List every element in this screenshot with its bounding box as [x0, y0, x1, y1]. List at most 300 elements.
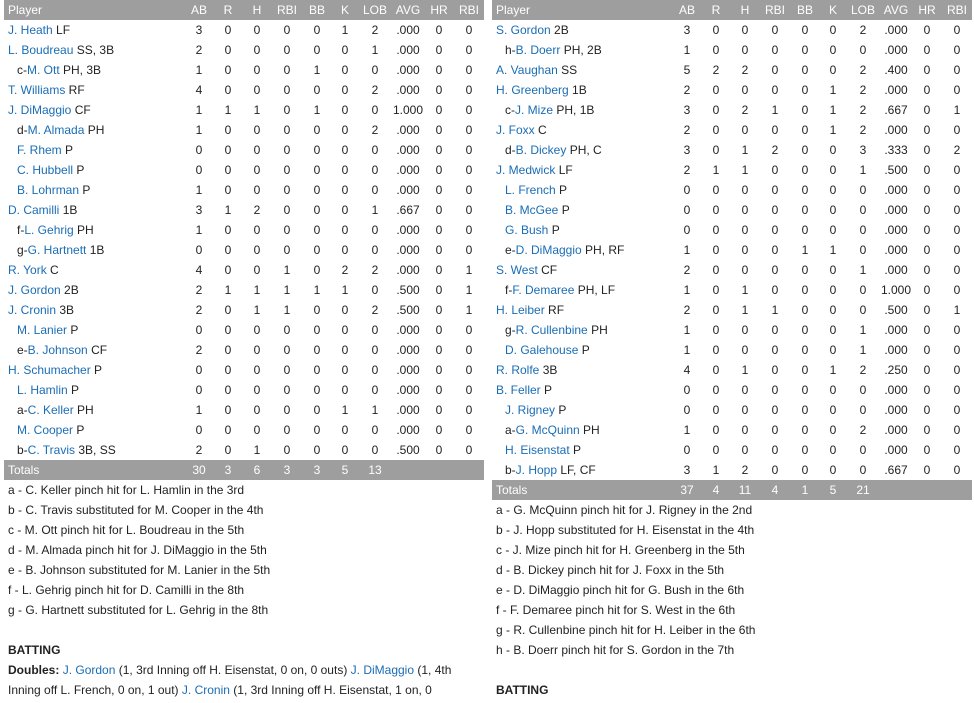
stat-cell: 0 [313, 403, 321, 417]
stat-cell: 0 [283, 63, 291, 77]
player-link[interactable]: G. Bush [505, 223, 549, 237]
player-position: P [71, 383, 80, 397]
stat-cell: 0 [371, 143, 379, 157]
stat-cell: 0 [465, 203, 473, 217]
stat-cell: 0 [712, 183, 720, 197]
totals-label: Totals [492, 480, 672, 500]
stat-cell: 0 [341, 343, 349, 357]
stat-cell: 0 [712, 343, 720, 357]
player-position: PH [583, 423, 600, 437]
stat-cell: 1 [465, 303, 473, 317]
stat-cell: 0 [371, 63, 379, 77]
table-header [492, 0, 972, 20]
table-row [4, 140, 484, 160]
player-link[interactable]: R. York [8, 263, 47, 277]
substitution-note: a - G. McQuinn pinch hit for J. Rigney in the 2nd [496, 503, 753, 517]
stat-cell: 0 [741, 423, 749, 437]
stat-cell: 0 [741, 203, 749, 217]
player-link[interactable]: B. Dickey [515, 143, 567, 157]
table-row [492, 420, 972, 440]
stat-cell: 3 [195, 23, 203, 37]
table-row [4, 60, 484, 80]
substitution-note: f - L. Gehrig pinch hit for D. Camilli in the 8th [8, 583, 245, 597]
player-cell [4, 260, 184, 280]
player-position: P [558, 403, 567, 417]
player-cell [492, 260, 672, 280]
player-link[interactable]: B. Feller [496, 383, 541, 397]
stat-cell: 0 [465, 423, 473, 437]
stat-cell: 0 [253, 123, 261, 137]
player-link[interactable]: J. Cronin [181, 683, 230, 697]
stat-cell: 0 [435, 203, 443, 217]
player-position: LF [56, 23, 71, 37]
stat-cell: 0 [771, 423, 779, 437]
player-position: P [559, 183, 568, 197]
player-cell [4, 140, 184, 160]
player-link[interactable]: D. DiMaggio [515, 243, 582, 257]
stat-cell: 0 [953, 343, 961, 357]
stat-cell: 0 [313, 363, 321, 377]
total-cell: 4 [760, 480, 790, 500]
player-link[interactable]: J. Medwick [496, 163, 556, 177]
stat-cell: 3 [683, 23, 691, 37]
player-link[interactable]: H. Eisenstat [505, 443, 570, 457]
total-cell [392, 460, 424, 480]
player-link[interactable]: B. Johnson [27, 343, 88, 357]
player-link[interactable]: L. Boudreau [8, 43, 74, 57]
stat-cell: 0 [829, 143, 837, 157]
table-row [4, 80, 484, 100]
stat-cell: .000 [884, 323, 908, 337]
player-cell [492, 420, 672, 440]
stat-cell: 0 [224, 443, 232, 457]
table-row [4, 440, 484, 460]
stat-cell: 0 [224, 23, 232, 37]
stat-cell: .000 [396, 83, 420, 97]
player-link[interactable]: J. Foxx [496, 123, 535, 137]
player-cell [4, 340, 184, 360]
player-link[interactable]: D. Galehouse [505, 343, 579, 357]
table-row [492, 380, 972, 400]
stat-cell: 1 [771, 303, 779, 317]
stat-cell: 0 [341, 203, 349, 217]
player-position: SS [561, 63, 578, 77]
player-position: 3B [542, 363, 558, 377]
stat-cell: 1 [283, 263, 291, 277]
stat-cell: .500 [396, 443, 420, 457]
player-position: PH, 3B [63, 63, 102, 77]
stat-cell: 1 [953, 303, 961, 317]
stat-cell: 0 [435, 363, 443, 377]
player-link[interactable]: J. Hopp [515, 463, 558, 477]
player-cell [492, 380, 672, 400]
right-batting-heading: BATTING [496, 683, 549, 697]
stat-cell: 0 [341, 183, 349, 197]
stat-cell: 0 [829, 443, 837, 457]
substitution-note: c - J. Mize pinch hit for H. Greenberg in the 5th [496, 543, 745, 557]
stat-cell: 0 [435, 143, 443, 157]
stat-cell: 0 [465, 83, 473, 97]
stat-cell: .000 [884, 423, 908, 437]
stat-cell: 0 [859, 443, 867, 457]
stat-cell: 0 [371, 183, 379, 197]
stat-cell: 0 [224, 303, 232, 317]
player-cell [492, 140, 672, 160]
player-position: SS, 3B [76, 43, 115, 57]
stat-cell: 0 [741, 343, 749, 357]
stat-cell: 0 [683, 183, 691, 197]
stat-cell: 0 [283, 183, 291, 197]
stat-cell: 1 [195, 403, 203, 417]
stat-cell: 1 [224, 203, 232, 217]
player-link[interactable]: M. Almada [27, 123, 85, 137]
stat-cell: 0 [771, 163, 779, 177]
stat-cell: 0 [313, 423, 321, 437]
totals-row [4, 460, 484, 480]
player-link[interactable]: H. Leiber [496, 303, 545, 317]
stat-cell: 0 [435, 183, 443, 197]
total-cell: 37 [672, 480, 702, 500]
player-link[interactable]: R. Rolfe [496, 363, 540, 377]
player-position: RF [68, 83, 85, 97]
stat-cell: 0 [801, 163, 809, 177]
doubles-label: Doubles: [8, 663, 60, 677]
stat-cell: 0 [923, 263, 931, 277]
player-link[interactable]: B. McGee [505, 203, 559, 217]
player-link[interactable]: L. Gehrig [24, 223, 74, 237]
table-row [4, 340, 484, 360]
player-position: LF, CF [560, 463, 596, 477]
stat-cell: 0 [313, 243, 321, 257]
stat-cell: 0 [435, 243, 443, 257]
player-cell [492, 200, 672, 220]
player-position: RF [548, 303, 565, 317]
stat-cell: 0 [341, 123, 349, 137]
stat-cell: 0 [283, 403, 291, 417]
stat-cell: 3 [683, 463, 691, 477]
stat-cell: 0 [953, 423, 961, 437]
stat-cell: .000 [396, 143, 420, 157]
player-link[interactable]: J. Heath [8, 23, 53, 37]
player-cell [492, 120, 672, 140]
stat-cell: 0 [195, 323, 203, 337]
table-row [492, 40, 972, 60]
player-link[interactable]: L. Hamlin [17, 383, 68, 397]
stat-cell: 0 [829, 383, 837, 397]
total-cell [454, 460, 484, 480]
stat-cell: 1 [683, 423, 691, 437]
stat-cell: 0 [771, 383, 779, 397]
column-header-rbi: RBI [760, 0, 790, 20]
player-link[interactable]: M. Ott [27, 63, 60, 77]
stat-cell: 0 [283, 423, 291, 437]
stat-cell: 1 [253, 283, 261, 297]
stat-cell: 0 [801, 203, 809, 217]
player-link[interactable]: M. Lanier [17, 323, 68, 337]
stat-cell: 0 [923, 43, 931, 57]
stat-cell: 0 [829, 203, 837, 217]
table-row [4, 360, 484, 380]
stat-cell: 3 [683, 143, 691, 157]
player-position: 2B [554, 23, 569, 37]
stat-cell: 0 [435, 343, 443, 357]
player-cell [4, 220, 184, 240]
stat-cell: 0 [253, 403, 261, 417]
table-row [4, 160, 484, 180]
stat-cell: 0 [313, 383, 321, 397]
column-header-bb: BB [302, 0, 332, 20]
total-cell: 5 [332, 460, 358, 480]
player-link[interactable]: S. Gordon [496, 23, 551, 37]
stat-cell: 0 [283, 83, 291, 97]
stat-cell: 0 [371, 283, 379, 297]
player-position: 1B [62, 203, 78, 217]
stat-cell: 0 [923, 383, 931, 397]
total-cell [942, 480, 972, 500]
stat-cell: 0 [771, 463, 779, 477]
stat-cell: 0 [341, 303, 349, 317]
stat-cell: 0 [712, 383, 720, 397]
player-link[interactable]: C. Travis [27, 443, 76, 457]
stat-cell: 0 [253, 63, 261, 77]
player-position: CF [74, 103, 91, 117]
player-link[interactable]: J. Cronin [8, 303, 57, 317]
sub-prefix: g- [505, 323, 516, 337]
player-link[interactable]: B. Lohrman [17, 183, 80, 197]
stat-cell: 0 [313, 23, 321, 37]
table-row [492, 180, 972, 200]
stat-cell: 0 [283, 243, 291, 257]
player-position: 2B [64, 283, 79, 297]
stat-cell: 0 [283, 43, 291, 57]
stat-cell: 0 [683, 203, 691, 217]
player-link[interactable]: R. Cullenbine [515, 323, 588, 337]
right-team-column [492, 0, 972, 700]
stat-cell: 0 [801, 443, 809, 457]
stat-cell: 0 [465, 23, 473, 37]
total-cell: 5 [820, 480, 846, 500]
player-link[interactable]: C. Hubbell [17, 163, 74, 177]
player-link[interactable]: J. Mize [515, 103, 554, 117]
stat-cell: 0 [712, 283, 720, 297]
table-row [4, 40, 484, 60]
stat-cell: 0 [741, 383, 749, 397]
player-link[interactable]: J. Gordon [62, 663, 116, 677]
substitution-note: b - C. Travis substituted for M. Cooper in the 4th [8, 503, 264, 517]
stat-cell: 0 [741, 263, 749, 277]
stat-cell: 1 [313, 103, 321, 117]
stat-cell: 0 [371, 363, 379, 377]
player-link[interactable]: F. Rhem [17, 143, 62, 157]
stat-cell: 0 [341, 103, 349, 117]
stat-cell: 1 [741, 363, 749, 377]
stat-cell: 0 [224, 343, 232, 357]
table-row [4, 420, 484, 440]
stat-cell: 0 [953, 83, 961, 97]
stat-cell: 0 [712, 243, 720, 257]
stat-cell: 0 [435, 83, 443, 97]
stat-cell: 0 [683, 383, 691, 397]
player-position: P [573, 443, 582, 457]
player-link[interactable]: F. Demaree [512, 283, 575, 297]
player-link[interactable]: T. Williams [8, 83, 66, 97]
player-link[interactable]: J. DiMaggio [8, 103, 72, 117]
stat-cell: 0 [771, 283, 779, 297]
stat-cell: .000 [884, 183, 908, 197]
player-position: 3B, SS [78, 443, 116, 457]
player-position: PH, C [569, 143, 602, 157]
player-cell [4, 320, 184, 340]
stat-cell: 0 [953, 203, 961, 217]
stat-cell: 1 [712, 163, 720, 177]
stat-cell: 1 [224, 283, 232, 297]
stat-cell: 0 [224, 363, 232, 377]
stat-cell: 0 [712, 83, 720, 97]
player-cell [4, 120, 184, 140]
player-cell [492, 100, 672, 120]
table-row [492, 340, 972, 360]
sub-prefix: f- [505, 283, 513, 297]
stat-cell: 0 [313, 263, 321, 277]
column-header-lob: LOB [358, 0, 392, 20]
stat-cell: 0 [741, 183, 749, 197]
table-row [4, 100, 484, 120]
player-cell [492, 360, 672, 380]
player-cell [4, 180, 184, 200]
stat-cell: .000 [884, 403, 908, 417]
sub-prefix: h- [505, 43, 516, 57]
player-position: P [70, 323, 79, 337]
stat-cell: 2 [859, 363, 867, 377]
stat-cell: 1 [712, 463, 720, 477]
player-cell [492, 60, 672, 80]
stat-cell: 0 [465, 223, 473, 237]
table-row [492, 20, 972, 40]
stat-cell: 1 [741, 163, 749, 177]
stat-cell: .000 [396, 383, 420, 397]
player-link[interactable]: C. Keller [27, 403, 74, 417]
stat-cell: 0 [771, 183, 779, 197]
stat-cell: 0 [801, 303, 809, 317]
stat-cell: 0 [801, 343, 809, 357]
table-row [492, 440, 972, 460]
stat-cell: 0 [224, 143, 232, 157]
stat-cell: .500 [396, 283, 420, 297]
stat-cell: 0 [741, 323, 749, 337]
stat-cell: 1 [341, 23, 349, 37]
stat-cell: 0 [253, 343, 261, 357]
player-link[interactable]: G. McQuinn [515, 423, 580, 437]
player-link[interactable]: D. Camilli [8, 203, 60, 217]
stat-cell: .000 [396, 423, 420, 437]
column-header-rbi: RBI [454, 0, 484, 20]
stat-cell: 0 [712, 303, 720, 317]
stat-cell: 0 [801, 103, 809, 117]
player-position: P [82, 183, 91, 197]
column-header-r: R [214, 0, 242, 20]
player-link[interactable]: H. Greenberg [496, 83, 569, 97]
stat-cell: 0 [341, 323, 349, 337]
stat-cell: 3 [195, 203, 203, 217]
stat-cell: 0 [859, 303, 867, 317]
stat-cell: 1 [683, 343, 691, 357]
doubles-detail: (1, 4th Inning off L. French, 0 on, 1 out) [8, 663, 452, 697]
table-row [492, 120, 972, 140]
player-position: PH [591, 323, 608, 337]
player-cell [4, 440, 184, 460]
stat-cell: 0 [771, 23, 779, 37]
player-link[interactable]: M. Cooper [17, 423, 74, 437]
totals-row [492, 480, 972, 500]
stat-cell: 0 [741, 443, 749, 457]
stat-cell: 0 [224, 263, 232, 277]
stat-cell: 0 [341, 363, 349, 377]
stat-cell: 0 [253, 223, 261, 237]
stat-cell: 0 [224, 323, 232, 337]
column-header-player: Player [492, 0, 672, 20]
stat-cell: 2 [859, 23, 867, 37]
stat-cell: 2 [683, 83, 691, 97]
stat-cell: 0 [195, 243, 203, 257]
stat-cell: 2 [683, 163, 691, 177]
player-link[interactable]: L. French [505, 183, 556, 197]
stat-cell: 4 [195, 263, 203, 277]
stat-cell: 0 [465, 43, 473, 57]
player-link[interactable]: A. Vaughan [496, 63, 558, 77]
column-header-h: H [242, 0, 272, 20]
stat-cell: 0 [953, 263, 961, 277]
column-header-ab: AB [184, 0, 214, 20]
stat-cell: 1 [371, 203, 379, 217]
stat-cell: 0 [712, 203, 720, 217]
player-link[interactable]: H. Schumacher [8, 363, 91, 377]
stat-cell: 0 [859, 383, 867, 397]
stat-cell: 2 [771, 143, 779, 157]
stat-cell: 1 [859, 343, 867, 357]
stat-cell: .000 [884, 23, 908, 37]
stat-cell: 2 [371, 123, 379, 137]
table-row [4, 280, 484, 300]
stat-cell: 0 [953, 43, 961, 57]
player-cell [4, 100, 184, 120]
table-row [492, 240, 972, 260]
table-row [4, 220, 484, 240]
player-link[interactable]: J. Rigney [505, 403, 556, 417]
stat-cell: 0 [953, 23, 961, 37]
player-link[interactable]: S. West [496, 263, 538, 277]
player-link[interactable]: G. Hartnett [27, 243, 87, 257]
stat-cell: 0 [465, 243, 473, 257]
stat-cell: 0 [829, 183, 837, 197]
player-link[interactable]: J. DiMaggio [350, 663, 415, 677]
stat-cell: 1 [829, 83, 837, 97]
stat-cell: 0 [253, 23, 261, 37]
stat-cell: 0 [253, 163, 261, 177]
stat-cell: 0 [224, 123, 232, 137]
stat-cell: 0 [435, 23, 443, 37]
stat-cell: .333 [884, 143, 908, 157]
substitution-note: h - B. Doerr pinch hit for S. Gordon in the 7th [496, 643, 735, 657]
stat-cell: 0 [283, 223, 291, 237]
stat-cell: 0 [953, 383, 961, 397]
stat-cell: 2 [371, 23, 379, 37]
player-link[interactable]: J. Gordon [8, 283, 61, 297]
stat-cell: 0 [224, 163, 232, 177]
stat-cell: 0 [224, 63, 232, 77]
player-link[interactable]: B. Doerr [515, 43, 561, 57]
left-substitution-notes [4, 480, 484, 620]
player-cell [492, 80, 672, 100]
